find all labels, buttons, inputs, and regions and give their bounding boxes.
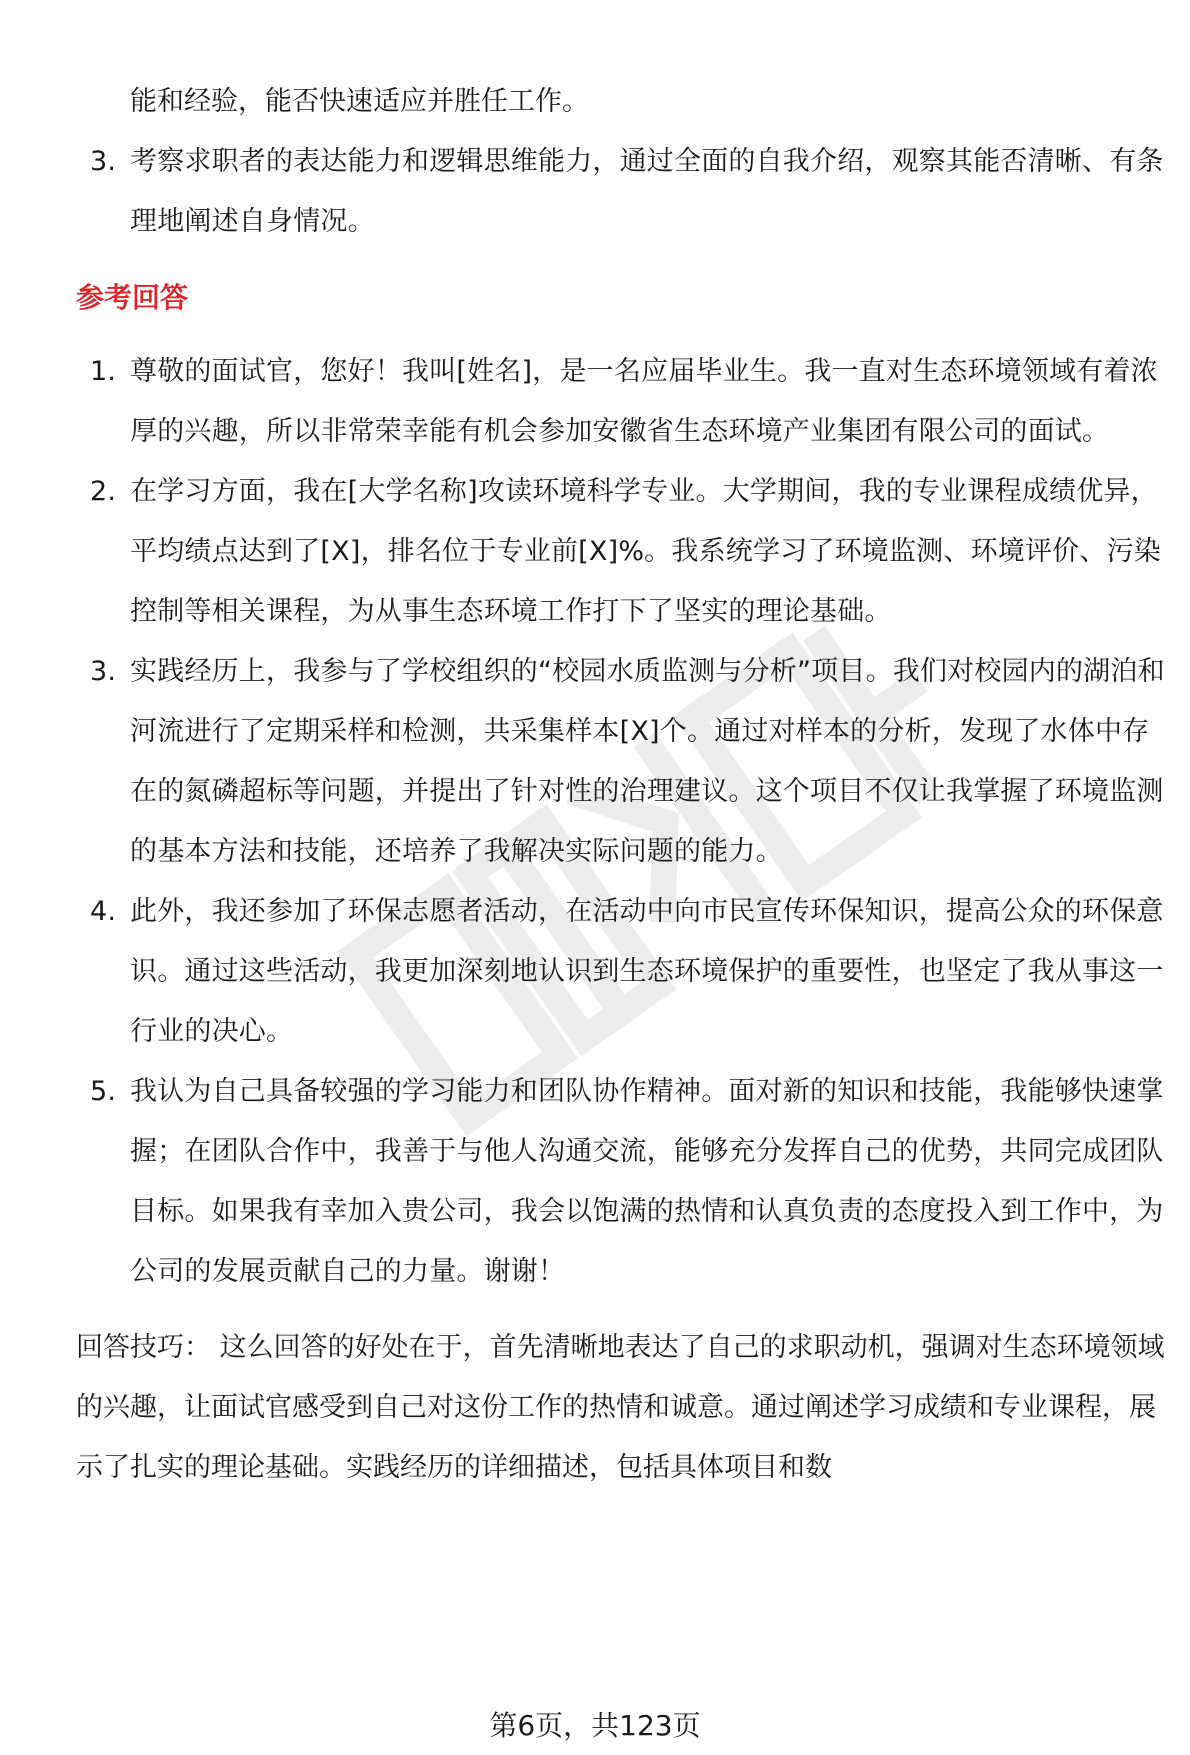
list-number: 2. [90, 476, 117, 507]
document-content [76, 72, 1166, 1498]
list-item [76, 882, 1166, 1062]
list-number: 5. [90, 1076, 117, 1107]
section-heading: 参考回答 [76, 281, 189, 314]
list-item-text: 此外，我还参加了环保志愿者活动，在活动中向市民宣传环保知识，提高公众的环保意识。通过这些活动，我更加深刻地认识到生态环境保护的重要性，也坚定了我从事这一行业的决心。 [130, 896, 1164, 1047]
purpose-list [76, 132, 1166, 252]
answer-tips: 回答技巧： 这么回答的好处在于，首先清晰地表达了自己的求职动机，强调对生态环境领域的兴趣，让面试官感受到自己对这份工作的热情和诚意。通过阐述学习成绩和专业课程，展示了扎实的理论基础。实践经历的详细描述，包括具体项目和数 [76, 1332, 1165, 1483]
answer-list [76, 342, 1166, 1302]
continued-text: 能和经验，能否快速适应并胜任工作。 [130, 86, 589, 117]
list-number: 1. [90, 356, 117, 387]
page-footer: 第6页，共123页 [489, 1709, 701, 1742]
list-item-text: 我认为自己具备较强的学习能力和团队协作精神。面对新的知识和技能，我能够快速掌握；在团队合作中，我善于与他人沟通交流，能够充分发挥自己的优势，共同完成团队目标。如果我有幸加入贵公司，我会以饱满的热情和认真负责的态度投入到工作中，为公司的发展贡献自己的力量。谢谢！ [130, 1076, 1164, 1287]
list-item [76, 462, 1166, 642]
list-number: 3. [90, 146, 117, 177]
list-item [76, 342, 1166, 462]
list-item [76, 642, 1166, 882]
list-item-text: 实践经历上，我参与了学校组织的“校园水质监测与分析”项目。我们对校园内的湖泊和河流进行了定期采样和检测，共采集样本[X]个。通过对样本的分析，发现了水体中存在的氮磷超标等问题，并提出了针对性的治理建议。这个项目不仅让我掌握了环境监测的基本方法和技能，还培养了我解决实际问题的能力。 [130, 656, 1165, 867]
list-item [76, 132, 1166, 252]
list-item-text: 考察求职者的表达能力和逻辑思维能力，通过全面的自我介绍，观察其能否清晰、有条理地阐述自身情况。 [130, 146, 1164, 237]
list-number: 3. [90, 656, 117, 687]
list-item-text: 在学习方面，我在[大学名称]攻读环境科学专业。大学期间，我的专业课程成绩优异，平均绩点达到了[X]，排名位于专业前[X]%。我系统学习了环境监测、环境评价、污染控制等相关课程，为从事生态环境工作打下了坚实的理论基础。 [130, 476, 1161, 627]
list-number: 4. [90, 896, 117, 927]
list-item-text: 尊敬的面试官，您好！我叫[姓名]，是一名应届毕业生。我一直对生态环境领域有着浓厚的兴趣，所以非常荣幸能有机会参加安徽省生态环境产业集团有限公司的面试。 [130, 356, 1158, 447]
list-item [76, 1062, 1166, 1302]
